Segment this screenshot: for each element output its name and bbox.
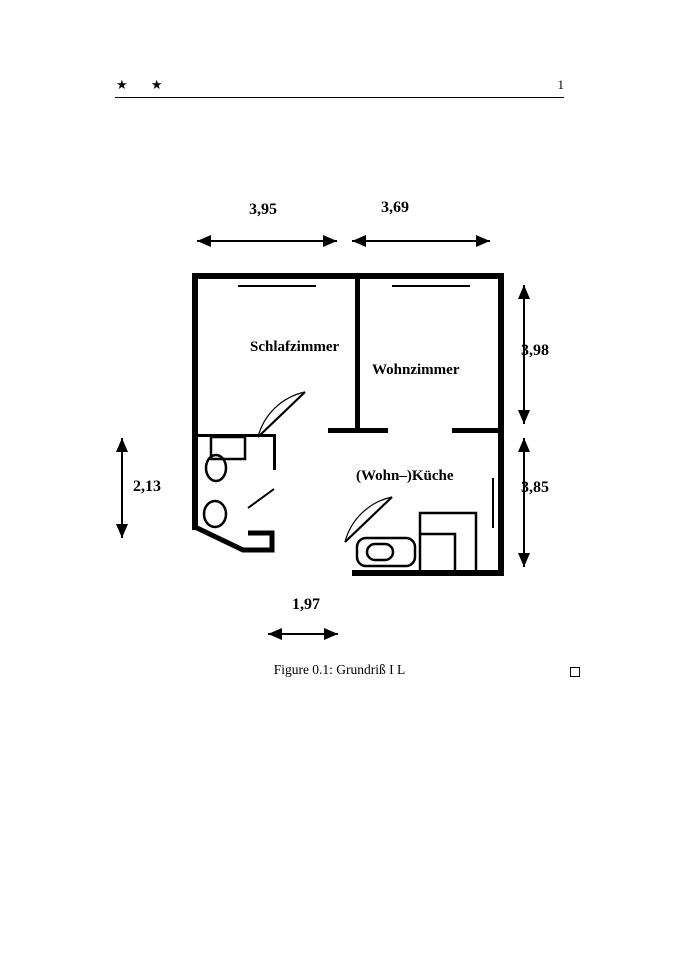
- door-leaf-kitchen: [345, 497, 392, 542]
- dim-arrow-bottom-start: [268, 628, 282, 640]
- kitchen-counter: [420, 513, 476, 570]
- dim-arrow-bottom-end: [324, 628, 338, 640]
- dim-arrow-top-right-end: [476, 235, 490, 247]
- dim-arrow-left-start: [116, 438, 128, 452]
- door-leaf-bedroom: [258, 392, 305, 437]
- toilet-fixture: [204, 501, 226, 527]
- room-label-schlafzimmer: Schlafzimmer: [250, 339, 340, 355]
- room-label-kueche: (Wohn–)Küche: [356, 468, 454, 484]
- room-label-wohnzimmer: Wohnzimmer: [372, 362, 460, 378]
- dim-arrow-right-lower-start: [518, 438, 530, 452]
- page-number: 1: [557, 77, 564, 92]
- dim-arrow-right-upper-start: [518, 285, 530, 299]
- kitchen-sink: [357, 538, 415, 566]
- dimension-top-left: 3,95: [249, 201, 277, 218]
- dim-arrow-right-upper-end: [518, 410, 530, 424]
- dimension-right-lower: 3,85: [521, 479, 549, 496]
- dim-arrow-left-end: [116, 524, 128, 538]
- dim-arrow-top-left-end: [323, 235, 337, 247]
- kitchen-counter-inner: [420, 534, 455, 570]
- dimension-right-upper: 3,98: [521, 342, 549, 359]
- kitchen-sink-basin: [367, 544, 393, 560]
- wall-entry-angled: [195, 527, 272, 550]
- dim-arrow-top-right-start: [352, 235, 366, 247]
- end-of-proof-mark: [570, 667, 580, 677]
- dimension-left: 2,13: [133, 478, 161, 495]
- header-stars: ★ ★: [116, 77, 173, 92]
- figure-caption: Figure 0.1: Grundriß I L: [273, 662, 406, 677]
- dimension-bottom: 1,97: [292, 596, 320, 613]
- dimension-top-right: 3,69: [381, 199, 409, 216]
- dim-arrow-top-left-start: [197, 235, 211, 247]
- dim-arrow-right-lower-end: [518, 553, 530, 567]
- door-leaf-bath: [248, 489, 274, 508]
